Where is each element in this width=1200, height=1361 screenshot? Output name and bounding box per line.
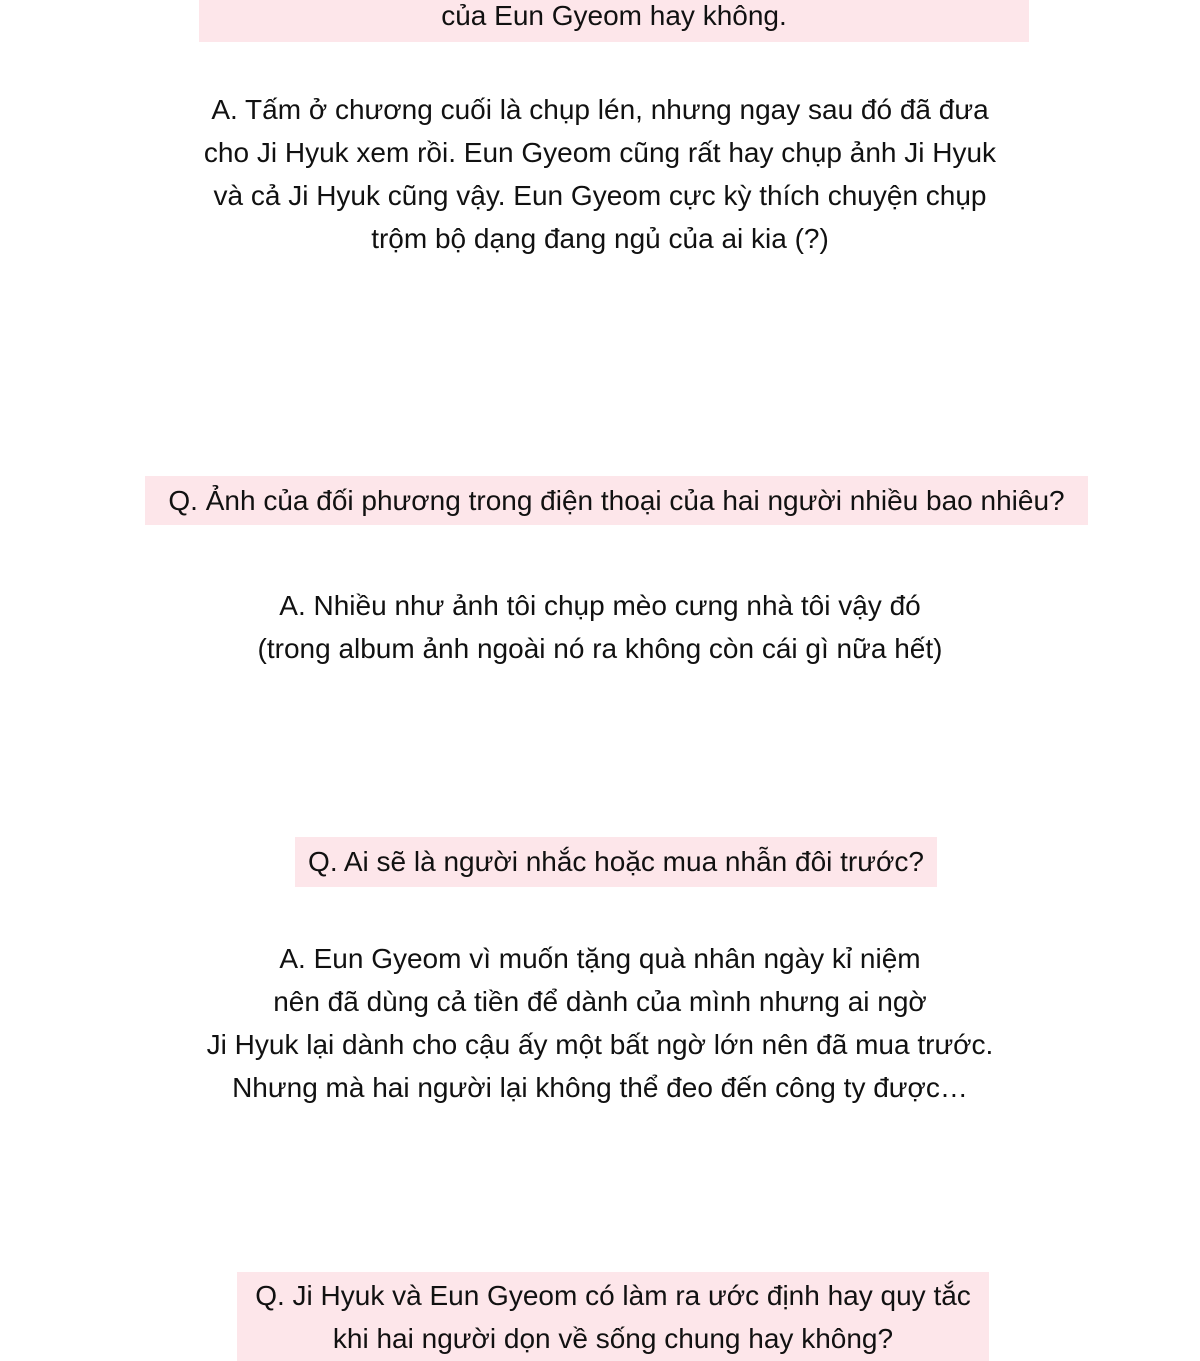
answer-line: nên đã dùng cả tiền để dành của mình nhưng ai ngờ <box>273 986 927 1017</box>
question-box <box>295 837 937 887</box>
question-text: Q. Ai sẽ là người nhắc hoặc mua nhẫn đôi trước? <box>308 846 924 877</box>
question-box <box>237 1272 989 1361</box>
answer-text-block <box>0 937 1200 1109</box>
answer-line: A. Eun Gyeom vì muốn tặng quà nhân ngày kỉ niệm <box>279 943 921 974</box>
answer-text-block <box>0 584 1200 670</box>
answer-line: (trong album ảnh ngoài nó ra không còn cái gì nữa hết) <box>257 633 943 664</box>
question-text: của Eun Gyeom hay không. <box>441 0 787 31</box>
answer-line: A. Tấm ở chương cuối là chụp lén, nhưng ngay sau đó đã đưa <box>211 94 989 125</box>
answer-text-block <box>0 88 1200 260</box>
question-text: khi hai người dọn về sống chung hay không? <box>332 1323 894 1354</box>
answer-line: cho Ji Hyuk xem rồi. Eun Gyeom cũng rất hay chụp ảnh Ji Hyuk <box>203 137 997 168</box>
answer-line: Nhưng mà hai người lại không thể đeo đến công ty được… <box>232 1072 968 1103</box>
answer-line: và cả Ji Hyuk cũng vậy. Eun Gyeom cực kỳ thích chuyện chụp <box>213 180 987 211</box>
question-box <box>145 476 1088 525</box>
answer-line: Ji Hyuk lại dành cho cậu ấy một bất ngờ lớn nên đã mua trước. <box>206 1029 994 1060</box>
question-box <box>199 0 1029 42</box>
question-text: Q. Ji Hyuk và Eun Gyeom có làm ra ước định hay quy tắc <box>255 1280 971 1311</box>
question-text: Q. Ảnh của đối phương trong điện thoại của hai người nhiều bao nhiêu? <box>168 485 1065 516</box>
answer-line: trộm bộ dạng đang ngủ của ai kia (?) <box>371 223 829 254</box>
answer-line: A. Nhiều như ảnh tôi chụp mèo cưng nhà tôi vậy đó <box>279 590 921 621</box>
